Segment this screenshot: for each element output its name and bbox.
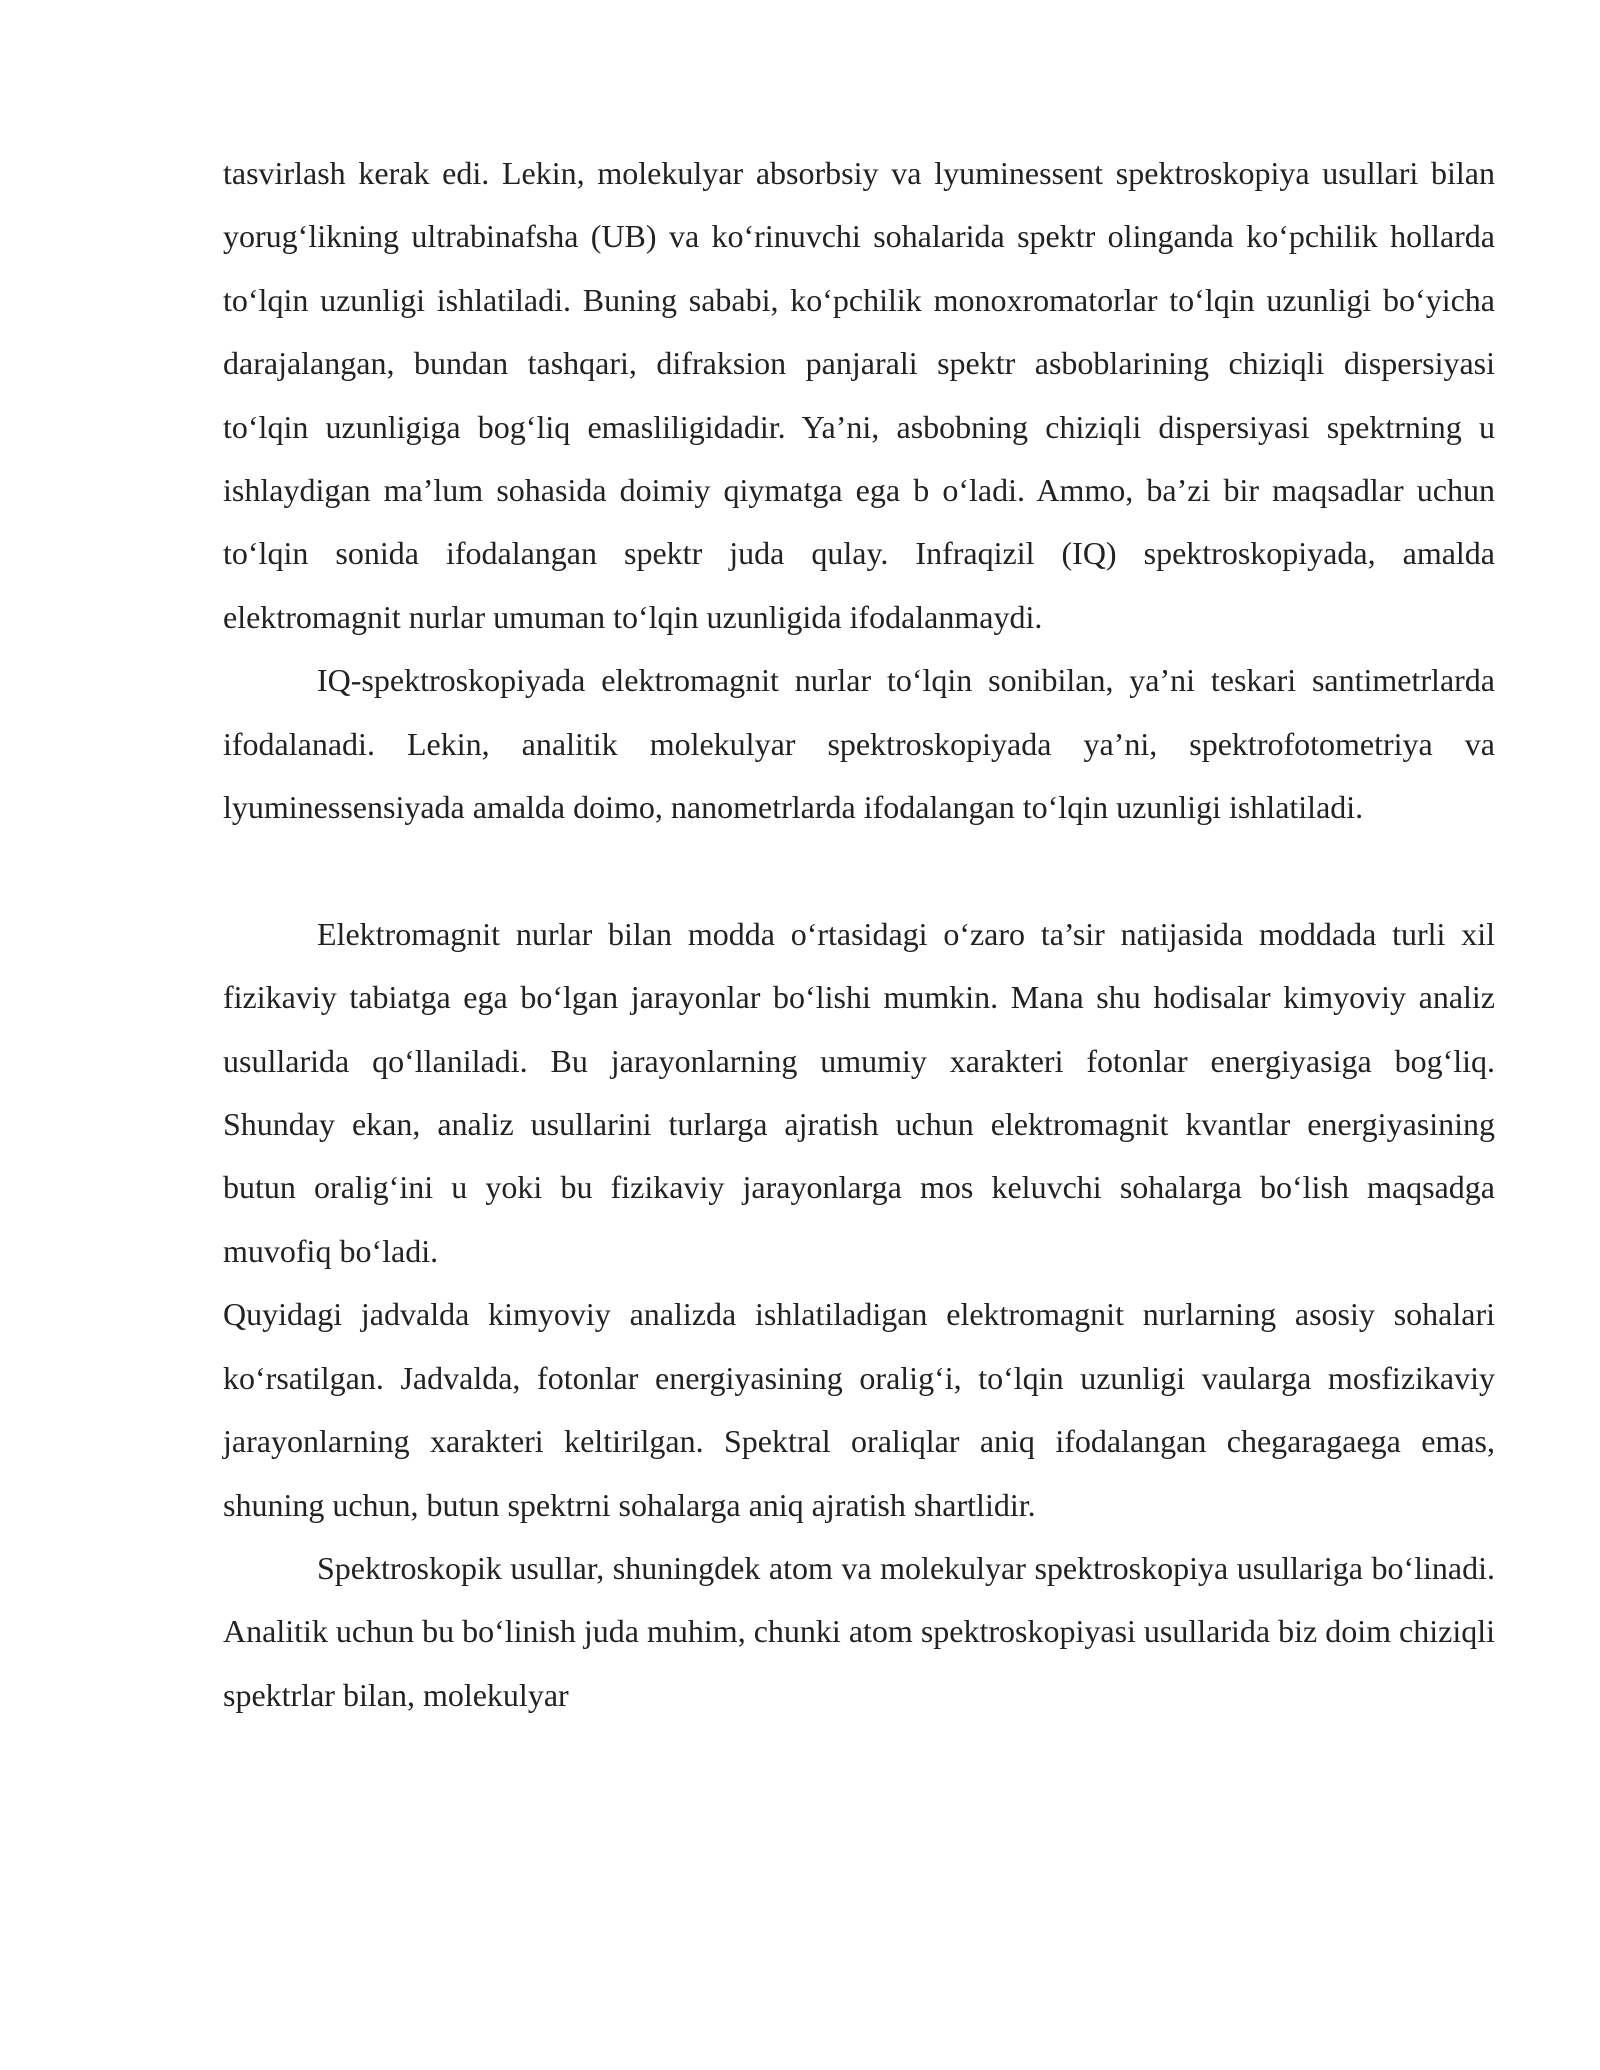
- paragraph-continuation: tasvirlash kerak edi. Lekin, molekulyar absorbsiy va lyuminessent spektroskopiya usullari bilan yorug‘likning ultrabinafsha (UB) va ko‘rinuvchi sohalarida spektr olinganda ko‘pchilik hollarda to‘lqin uzunligi ishlatiladi. Buning sababi, ko‘pchilik monoxromatorlar to‘lqin uzunligi bo‘yicha darajalangan, bundan tashqari, difraksion panjarali spektr asboblarining chiziqli dispersiyasi to‘lqin uzunligiga bog‘liq emasliligidadir. Ya’ni, asbobning chiziqli dispersiyasi spektrning u ishlaydigan ma’lum sohasida doimiy qiymatga ega b o‘ladi. Ammo, ba’zi bir maqsadlar uchun to‘lqin sonida ifodalangan spektr juda qulay. Infraqizil (IQ) spektroskopiyada, amalda elektromagnit nurlar umuman to‘lqin uzunligida ifodalanmaydi.: [223, 155, 1495, 635]
- paragraph-spacer: [223, 839, 1495, 902]
- paragraph-interaction: Elektromagnit nurlar bilan modda o‘rtasidagi o‘zaro ta’sir natijasida moddada turli xil fizikaviy tabiatga ega bo‘lgan jarayonlar bo‘lishi mumkin. Mana shu hodisalar kimyoviy analiz usullarida qo‘llaniladi. Bu jarayonlarning umumiy xarakteri fotonlar energiyasiga bog‘liq. Shunday ekan, analiz usullarini turlarga ajratish uchun elektromagnit kvantlar energiyasining butun oralig‘ini u yoki bu fizikaviy jarayonlarga mos keluvchi sohalarga bo‘lish maqsadga muvofiq bo‘ladi.: [223, 915, 1495, 1269]
- document-body: [223, 142, 1495, 1727]
- paragraph-table-intro: Quyidagi jadvalda kimyoviy analizda ishlatiladigan elektromagnit nurlarning asosiy sohalari ko‘rsatilgan. Jadvalda, fotonlar energiyasining oralig‘i, to‘lqin uzunligi vaularga mosfizikaviy jarayonlarning xarakteri keltirilgan. Spektral oraliqlar aniq ifodalangan chegaragaega emas, shuning uchun, butun spektrni sohalarga aniq ajratish shartlidir.: [223, 1296, 1495, 1523]
- paragraph-iq-spectroscopy: IQ-spektroskopiyada elektromagnit nurlar to‘lqin sonibilan, ya’ni teskari santimetrlarda ifodalanadi. Lekin, analitik molekulyar spektroskopiyada ya’ni, spektrofotometriya va lyuminessensiyada amalda doimo, nanometrlarda ifodalangan to‘lqin uzunligi ishlatiladi.: [223, 662, 1495, 826]
- paragraph-spectroscopic-methods: Spektroskopik usullar, shuningdek atom va molekulyar spektroskopiya usullariga bo‘linadi. Analitik uchun bu bo‘linish juda muhim, chunki atom spektroskopiyasi usullarida biz doim chiziqli spektrlar bilan, molekulyar: [223, 1549, 1495, 1713]
